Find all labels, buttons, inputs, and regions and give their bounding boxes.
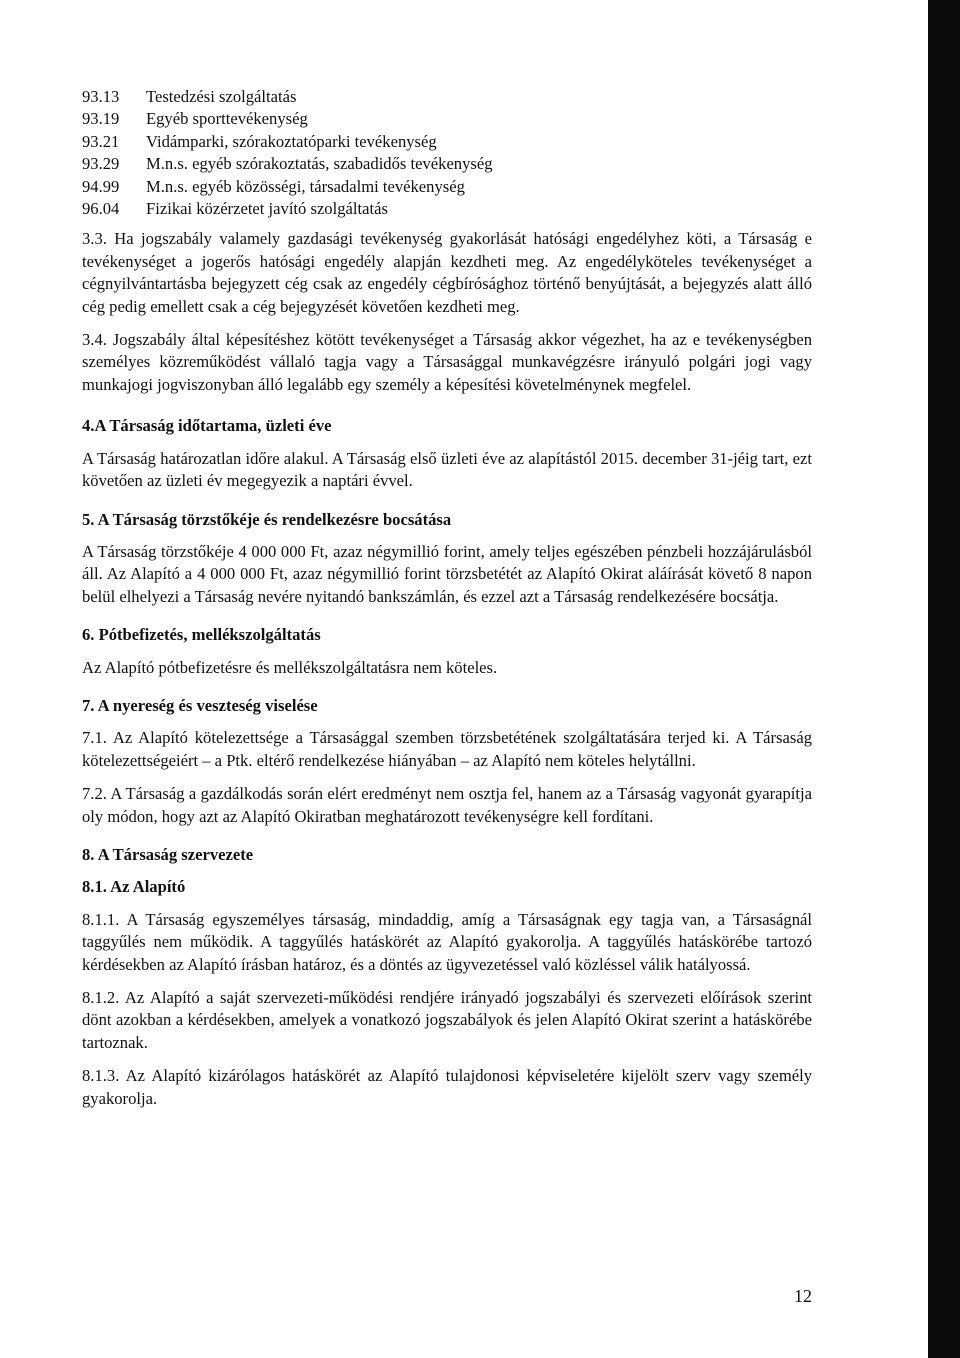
section-5-text: A Társaság törzstőkéje 4 000 000 Ft, azaz négymillió forint, amely teljes egészében pénzbeli hozzájárulásból áll. Az Alapító a 4 000 000 Ft, azaz négymillió forint törzsbetétét az Alapító Okirat aláírását követő 8 napon belül elhelyezi a Társaság nevére nyitandó bankszámlán, és ezzel azt a Társaság rendelkezésére bocsátja. bbox=[82, 541, 812, 606]
activity-code: 94.99 bbox=[82, 176, 120, 196]
section-7-heading: 7. A nyereség és veszteség viselése bbox=[82, 695, 318, 715]
paragraph-8-1-2: 8.1.2. Az Alapító a saját szervezeti-működési rendjére irányadó jogszabályi és szervezeti előírások szerint dönt azokban a kérdésekben, amelyek a vonatkozó jogszabályok és jelen Alapító Okirat szerint a hatáskörébe tartoznak. bbox=[82, 988, 812, 1052]
activity-code: 93.21 bbox=[82, 131, 120, 151]
activity-label: M.n.s. egyéb szórakoztatás, szabadidős tevékenység bbox=[146, 154, 493, 174]
list-item bbox=[82, 176, 812, 198]
paragraph-7-1: 7.1. Az Alapító kötelezettsége a Társasággal szemben törzsbetétének szolgáltatására terjed ki. A Társaság kötelezettségeiért – a Ptk. eltérő rendelkezése hiányában – az Alapító nem köteles helytállni. bbox=[82, 728, 812, 770]
paragraph-3-3: 3.3. Ha jogszabály valamely gazdasági tevékenység gyakorlását hatósági engedélyhez köti, a Társaság e tevékenységet a jogerős hatósági engedély alapján kezdheti meg. Az engedélyköteles tevékenységet a cégnyilvántartásba bejegyzett cég csak az engedély cégbírósághoz történő benyújtását, a bejegyzés alatt álló cég pedig emellett csak a cég bejegyzését követően kezdheti meg. bbox=[82, 229, 812, 316]
list-item bbox=[82, 198, 812, 220]
paragraph-8-1-3: 8.1.3. Az Alapító kizárólagos hatáskörét az Alapító tulajdonosi képviseletére kijelölt szerv vagy személy gyakorolja. bbox=[82, 1066, 812, 1108]
paragraph-8-1-1: 8.1.1. A Társaság egyszemélyes társaság, mindaddig, amíg a Társaságnak egy tagja van, a Társaságnál taggyűlés nem működik. A taggyűlés hatáskörét az Alapító gyakorolja. A taggyűlés hatáskörébe tartozó kérdésekben az Alapító írásban határoz, és a döntés az ügyvezetéssel való közléssel válik hatályossá. bbox=[82, 909, 812, 974]
list-item bbox=[82, 153, 812, 175]
activity-code: 93.19 bbox=[82, 109, 120, 129]
page-number: 12 bbox=[794, 1286, 812, 1306]
section-6-heading: 6. Pótbefizetés, mellékszolgáltatás bbox=[82, 625, 321, 645]
scan-edge-bar bbox=[928, 0, 960, 1358]
activity-label: Testedzési szolgáltatás bbox=[146, 87, 297, 106]
section-4-text: A Társaság határozatlan időre alakul. A Társaság első üzleti éve az alapítástól 2015. december 31-jéig tart, ezt követően az üzleti év megegyezik a naptári évvel. bbox=[82, 448, 812, 491]
section-5-heading: 5. A Társaság törzstőkéje és rendelkezésre bocsátása bbox=[82, 509, 452, 529]
list-item bbox=[82, 108, 812, 130]
section-8-1-heading: 8.1. Az Alapító bbox=[82, 877, 186, 897]
section-6-text: Az Alapító pótbefizetésre és mellékszolgáltatásra nem köteles. bbox=[82, 657, 498, 677]
section-8-heading: 8. A Társaság szervezete bbox=[82, 844, 254, 864]
activity-code: 93.29 bbox=[82, 154, 120, 174]
activity-label: Fizikai közérzetet javító szolgáltatás bbox=[146, 199, 388, 219]
activity-label: M.n.s. egyéb közösségi, társadalmi tevékenység bbox=[146, 176, 465, 196]
section-4-heading: 4.A Társaság időtartama, üzleti éve bbox=[82, 416, 332, 436]
paragraph-3-4: 3.4. Jogszabály által képesítéshez kötött tevékenységet a Társaság akkor végezhet, ha az e tevékenységben személyes közreműködést vállaló tagja vagy a Társasággal munkavégzésre irányuló polgári jogi vagy munkajogi jogviszonyban álló legalább egy személy a képesítési követelménynek megfelel. bbox=[82, 330, 812, 394]
paragraph-7-2: 7.2. A Társaság a gazdálkodás során elért eredményt nem osztja fel, hanem az a Társaság vagyonát gyarapítja oly módon, hogy azt az Alapító Okiratban meghatározott tevékenységre kell fordítani. bbox=[82, 784, 812, 826]
activity-code: 93.13 bbox=[82, 87, 120, 106]
list-item bbox=[82, 131, 812, 153]
activity-label: Vidámparki, szórakoztatóparki tevékenység bbox=[146, 131, 437, 151]
list-item bbox=[82, 86, 812, 108]
document-page bbox=[82, 86, 812, 1121]
activity-label: Egyéb sporttevékenység bbox=[146, 109, 308, 129]
activity-code: 96.04 bbox=[82, 199, 120, 219]
activity-list bbox=[82, 86, 812, 220]
